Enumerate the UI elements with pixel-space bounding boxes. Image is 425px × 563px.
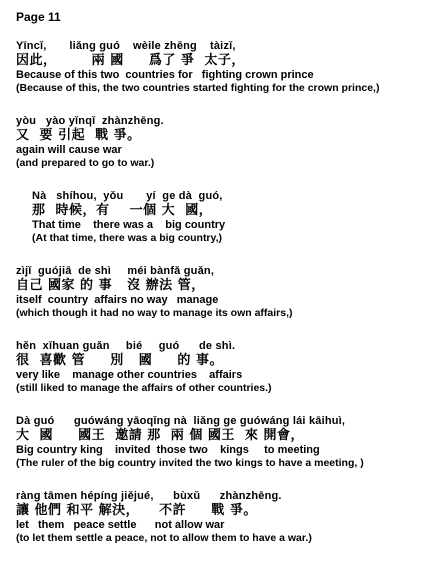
chinese-line: 因此， 兩 國 爲了 爭 太子，	[16, 53, 245, 68]
translation-line: (At that time, there was a big country,)	[32, 232, 222, 244]
gloss-line: very like manage other countries affairs	[16, 369, 243, 381]
pinyin-line: Dà guó guówáng yāoqǐng nà liǎng ge guówáng lái kāihuì,	[16, 415, 346, 427]
pinyin-line: ràng tāmen hépíng jiějué, bùxǔ zhànzhēng.	[16, 490, 282, 502]
stanza-2	[16, 115, 421, 170]
pinyin-line: hěn xǐhuan guǎn bié guó de shì.	[16, 340, 236, 352]
chinese-line: 讓 他們 和平 解決， 不許 戰 爭。	[16, 503, 257, 518]
gloss-line: itself country affairs no way manage	[16, 294, 219, 306]
chinese-line: 自己 國家 的 事 沒 辦法 管，	[16, 278, 205, 293]
stanza-4	[16, 265, 421, 320]
gloss-line: let them peace settle not allow war	[16, 519, 225, 531]
chinese-line: 又 要 引起 戰 爭。	[16, 128, 141, 143]
pinyin-line: yòu yào yǐnqǐ zhànzhēng.	[16, 115, 164, 127]
translation-line: (The ruler of the big country invited the two kings to have a meeting, )	[16, 457, 364, 469]
gloss-line: Big country king invited those two kings to meeting	[16, 444, 320, 456]
chinese-line: 那 時候，有 一個 大 國，	[32, 203, 213, 218]
gloss-line: That time there was a big country	[32, 219, 226, 231]
chinese-line: 很 喜歡 管 別 國 的 事。	[16, 353, 223, 368]
gloss-line: Because of this two countries for fighting crown prince	[16, 69, 314, 81]
translation-line: (which though it had no way to manage its own affairs,)	[16, 307, 293, 319]
stanza-3	[32, 190, 425, 245]
gloss-line: again will cause war	[16, 144, 122, 156]
stanza-5	[16, 340, 421, 395]
translation-line: (and prepared to go to war.)	[16, 157, 155, 169]
pinyin-line: Nà shíhou, yǒu yí ge dà guó,	[32, 190, 223, 202]
translation-line: (to let them settle a peace, not to allow them to have a war.)	[16, 532, 312, 544]
stanza-6	[16, 415, 421, 470]
chinese-line: 大 國 國王 邀請 那 兩 個 國王 來 開會，	[16, 428, 304, 443]
pinyin-line: Yīncǐ, liǎng guó wèile zhēng tàizǐ,	[16, 40, 236, 52]
translation-line: (still liked to manage the affairs of other countries.)	[16, 382, 272, 394]
pinyin-line: zìjǐ guójiā de shì méi bànfǎ guǎn,	[16, 265, 215, 277]
translation-line: (Because of this, the two countries started fighting for the crown prince,)	[16, 82, 380, 94]
stanza-7	[16, 490, 421, 545]
stanza-1	[16, 40, 421, 95]
page-number: Page 11	[16, 10, 61, 24]
